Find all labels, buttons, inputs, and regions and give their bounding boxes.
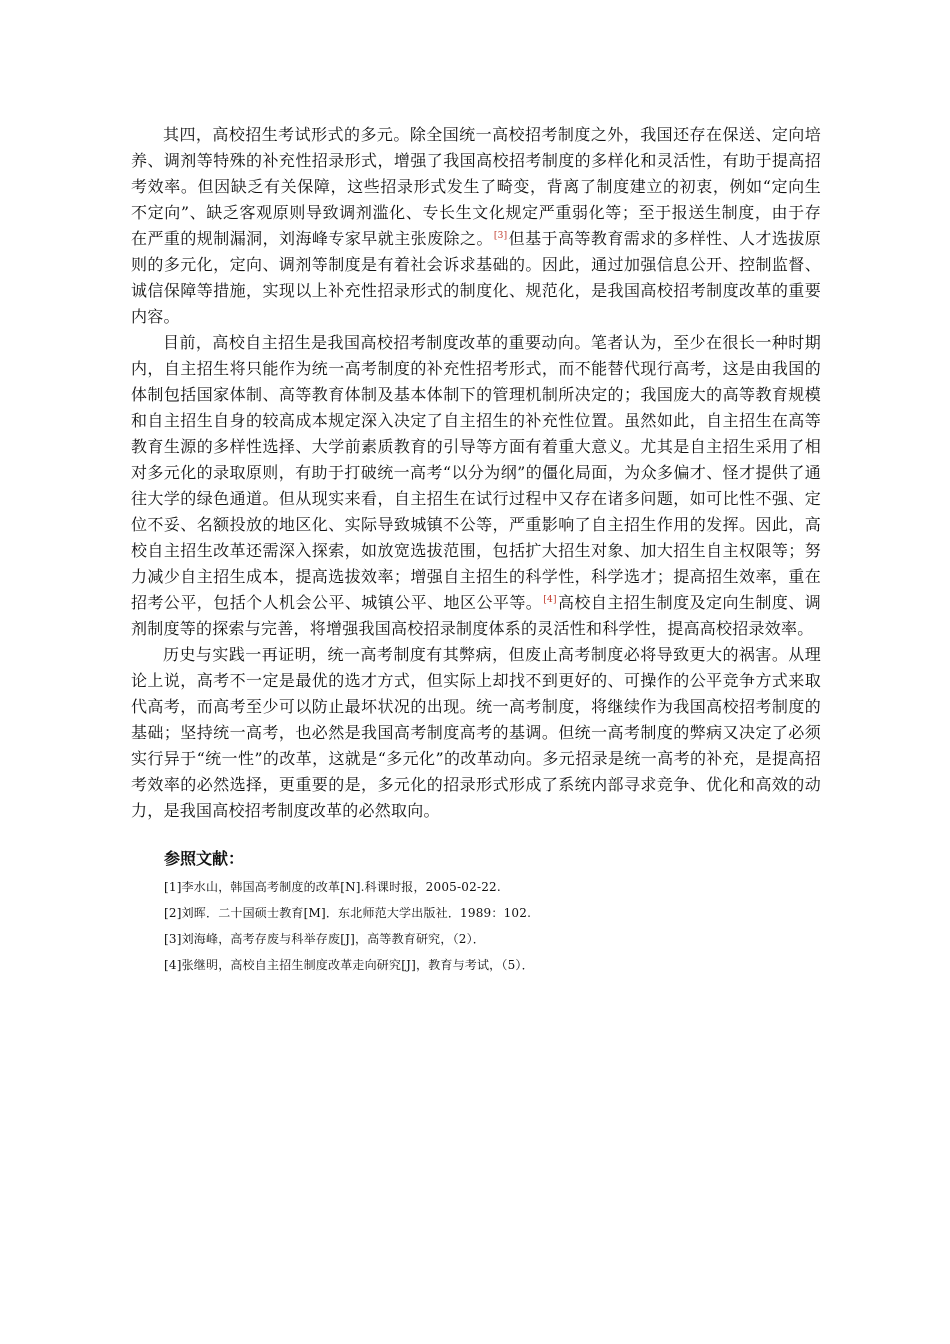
paragraph-conclusion (131, 642, 821, 824)
reference-item: [1]李水山，韩国高考制度的改革[N].科课时报，2005-02-22. (164, 880, 501, 894)
reference-item: [3]刘海峰，高考存废与科举存废[J]，高等教育研究，（2）． (164, 932, 486, 946)
reference-item: [2]刘晖．二十国硕士教育[M]．东北师范大学出版社．1989：102. (164, 906, 532, 920)
article-body (131, 122, 821, 824)
paragraph-text: 历史与实践一再证明，统一高考制度有其弊病，但废止高考制度必将导致更大的祸害。从理论上说，高考不一定是最优的选才方式，但实际上却找不到更好的、可操作的公平竞争方式来取代高考，而高考至少可以防止最坏状况的出现。统一高考制度，将继续作为我国高校招考制度的基础；坚持统一高考，也必然是我国高考制度高考的基调。但统一高考制度的弊病又决定了必须实行异于“统一性”的改革，这就是“多元化”的改革动向。多元招录是统一高考的补充，是提高招考效率的必然选择，更重要的是，多元化的招录形式形成了系统内部寻求竞争、优化和高效的动力，是我国高校招考制度改革的必然取向。 (131, 645, 821, 820)
references-heading: 参照文献： (164, 849, 245, 868)
paragraph-text: 其四，高校招生考试形式的多元。除全国统一高校招考制度之外，我国还存在保送、定向培养、调剂等特殊的补充性招录形式，增强了我国高校招考制度的多样化和灵活性，有助于提高招考效率。但因缺乏有关保障，这些招录形式发生了畸变，背离了制度建立的初衷，例如“定向生不定向”、缺乏客观原则导致调剂滥化、专长生文化规定严重弱化等；至于报送生制度，由于存在严重的规制漏洞，刘海峰专家早就主张废除之。 (131, 125, 821, 248)
citation-mark: [4] (543, 595, 557, 605)
paragraph-autonomous-admission (131, 330, 821, 642)
reference-item: [4]张继明，高校自主招生制度改革走向研究[J]，教育与考试，（5）． (164, 958, 534, 972)
citation-mark: [3] (493, 231, 508, 241)
paragraph-diversified-forms (131, 122, 821, 330)
references-list (164, 874, 534, 978)
paragraph-text: 但基于高等教育需求的多样性、人才选拔原则的多元化，定向、调剂等制度是有着社会诉求基础的。因此，通过加强信息公开、控制监督、诚信保障等措施，实现以上补充性招录形式的制度化、规范化，是我国高校招考制度改革的重要内容。 (131, 229, 821, 326)
paragraph-text: 高校自主招生制度及定向生制度、调剂制度等的探索与完善，将增强我国高校招录制度体系的灵活性和科学性，提高高校招录效率。 (131, 593, 821, 638)
paragraph-text: 目前，高校自主招生是我国高校招考制度改革的重要动向。笔者认为，至少在很长一种时期内，自主招生将只能作为统一高考制度的补充性招考形式，而不能替代现行高考，这是由我国的体制包括国家体制、高等教育体制及基本体制下的管理机制所决定的；我国庞大的高等教育规模和自主招生自身的较高成本规定深入决定了自主招生的补充性位置。虽然如此，自主招生在高等教育生源的多样性选择、大学前素质教育的引导等方面有着重大意义。尤其是自主招生采用了相对多元化的录取原则，有助于打破统一高考“以分为纲”的僵化局面，为众多偏才、怪才提供了通往大学的绿色通道。但从现实来看，自主招生在试行过程中又存在诸多问题，如可比性不强、定位不妥、名额投放的地区化、实际导致城镇不公等，严重影响了自主招生作用的发挥。因此，高校自主招生改革还需深入探索，如放宽选拔范围，包括扩大招生对象、加大招生自主权限等；努力减少自主招生成本，提高选拔效率；增强自主招生的科学性，科学选才；提高招生效率，重在招考公平，包括个人机会公平、城镇公平、地区公平等。 (131, 333, 821, 612)
